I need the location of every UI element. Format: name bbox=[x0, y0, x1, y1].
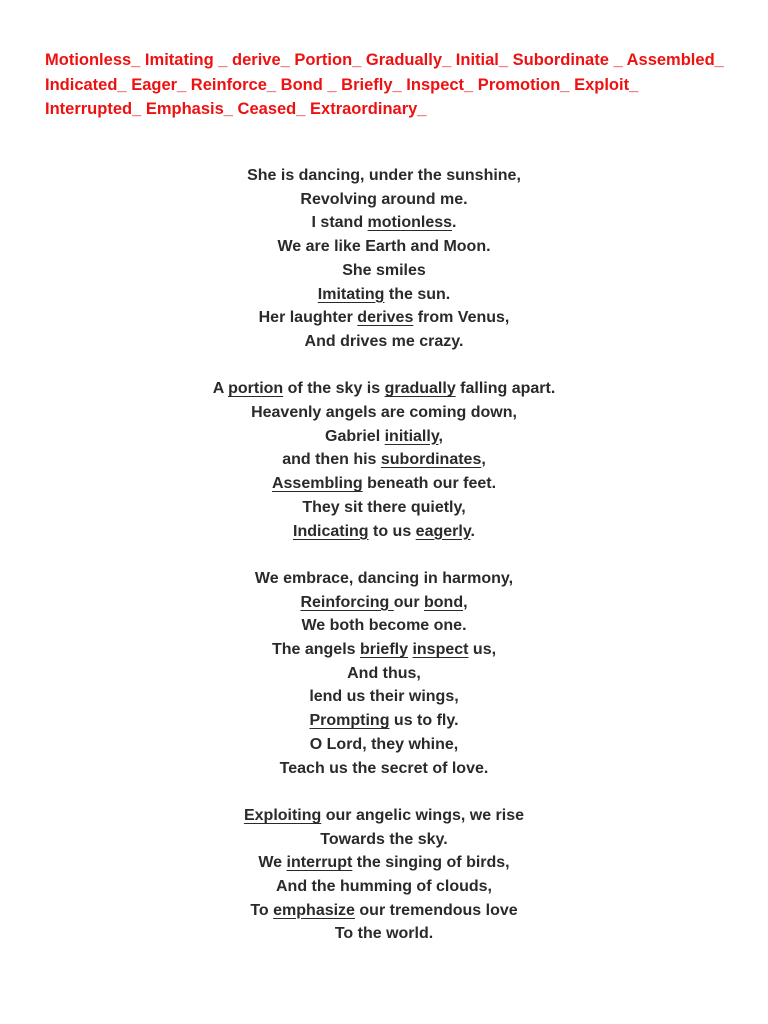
line-text: and then his bbox=[282, 451, 381, 469]
poem-line bbox=[0, 804, 768, 828]
line-text: our angelic wings, we rise bbox=[321, 806, 525, 824]
poem-line bbox=[0, 899, 768, 923]
line-text: us to fly. bbox=[389, 712, 459, 730]
vocabulary-word: Indicating bbox=[293, 522, 369, 540]
line-text: , bbox=[481, 451, 486, 469]
poem-stanza bbox=[0, 377, 768, 543]
line-text: from Venus, bbox=[413, 309, 510, 327]
line-text: , bbox=[463, 593, 468, 611]
vocabulary-word: inspect bbox=[412, 641, 469, 659]
vocabulary-word: Exploiting bbox=[243, 806, 322, 824]
line-text: A bbox=[212, 380, 229, 398]
poem-line bbox=[0, 520, 768, 544]
vocabulary-word: Assembling bbox=[271, 475, 363, 493]
poem-line bbox=[0, 377, 768, 401]
poem-line bbox=[0, 875, 768, 899]
poem-line bbox=[0, 235, 768, 259]
line-text: to us bbox=[368, 522, 416, 540]
poem-line bbox=[0, 211, 768, 235]
line-text: lend us their wings, bbox=[309, 688, 459, 706]
line-text: And the humming of clouds, bbox=[276, 878, 492, 896]
line-text: We bbox=[258, 854, 287, 872]
poem-line bbox=[0, 330, 768, 354]
vocabulary-word-list: Motionless_ Imitating _ derive_ Portion_ Gradually_ Initial_ Subordinate _ Assembled_ Indicated_ Eager_ Reinforce_ Bond _ Briefly_ Inspect_ Promotion_ Exploit_ Interrupted_ Emphasis_ Ceased_ Extraordinary_ bbox=[45, 51, 724, 118]
poem-line bbox=[0, 164, 768, 188]
line-text: To bbox=[250, 901, 274, 919]
poem-line bbox=[0, 591, 768, 615]
line-text: falling apart. bbox=[455, 380, 556, 398]
vocabulary-word: initially bbox=[384, 427, 439, 445]
line-text: us, bbox=[468, 641, 497, 659]
poem-line bbox=[0, 662, 768, 686]
poem-line bbox=[0, 685, 768, 709]
line-text: our tremendous love bbox=[354, 901, 518, 919]
line-text: We are like Earth and Moon. bbox=[277, 238, 491, 256]
vocabulary-word: briefly bbox=[359, 641, 408, 659]
poem-line bbox=[0, 614, 768, 638]
line-text: Her laughter bbox=[258, 309, 358, 327]
line-text: O Lord, they whine, bbox=[309, 735, 459, 753]
poem-line bbox=[0, 828, 768, 852]
line-text: beneath our feet. bbox=[362, 475, 497, 493]
line-text: Heavenly angels are coming down, bbox=[251, 404, 517, 422]
vocabulary-word: gradually bbox=[384, 380, 456, 398]
vocabulary-word: eagerly bbox=[415, 522, 471, 540]
line-text: The angels bbox=[271, 641, 360, 659]
vocabulary-word: bond bbox=[424, 593, 464, 611]
vocabulary-word: interrupt bbox=[286, 854, 353, 872]
poem-line bbox=[0, 922, 768, 946]
line-text: She smiles bbox=[342, 261, 426, 279]
poem-line bbox=[0, 283, 768, 307]
line-text: And thus, bbox=[347, 664, 421, 682]
line-text: the sun. bbox=[384, 285, 451, 303]
line-text: To the world. bbox=[334, 925, 434, 943]
line-text: Revolving around me. bbox=[300, 190, 468, 208]
line-text: Teach us the secret of love. bbox=[279, 759, 489, 777]
vocabulary-word: portion bbox=[228, 380, 284, 398]
vocabulary-word: Imitating bbox=[317, 285, 385, 303]
poem-line bbox=[0, 259, 768, 283]
line-text: . bbox=[452, 214, 457, 232]
line-text: of the sky is bbox=[283, 380, 385, 398]
poem-line bbox=[0, 638, 768, 662]
poem-stanza bbox=[0, 164, 768, 354]
poem-line bbox=[0, 448, 768, 472]
poem-line bbox=[0, 567, 768, 591]
poem-line bbox=[0, 851, 768, 875]
poem-line bbox=[0, 733, 768, 757]
poem-line bbox=[0, 401, 768, 425]
line-text: They sit there quietly, bbox=[302, 498, 466, 516]
poem-line bbox=[0, 709, 768, 733]
poem-stanza bbox=[0, 804, 768, 946]
line-text: our bbox=[393, 593, 424, 611]
poem-line bbox=[0, 425, 768, 449]
vocabulary-word: emphasize bbox=[273, 901, 355, 919]
line-text: Towards the sky. bbox=[320, 830, 448, 848]
vocabulary-word: Reinforcing bbox=[300, 593, 394, 611]
line-text: the singing of birds, bbox=[352, 854, 510, 872]
poem-line bbox=[0, 188, 768, 212]
poem-stanza bbox=[0, 567, 768, 780]
vocabulary-word: derives bbox=[357, 309, 414, 327]
line-text: We both become one. bbox=[301, 617, 467, 635]
line-text: And drives me crazy. bbox=[304, 332, 464, 350]
poem bbox=[0, 164, 768, 970]
poem-line bbox=[0, 306, 768, 330]
vocabulary-word: Prompting bbox=[309, 712, 390, 730]
line-text: I stand bbox=[311, 214, 368, 232]
line-text: . bbox=[470, 522, 475, 540]
vocabulary-word: subordinates bbox=[380, 451, 482, 469]
line-text: Gabriel bbox=[325, 427, 385, 445]
poem-line bbox=[0, 757, 768, 781]
line-text: We embrace, dancing in harmony, bbox=[254, 569, 514, 587]
line-text: , bbox=[438, 427, 443, 445]
poem-line bbox=[0, 472, 768, 496]
line-text: She is dancing, under the sunshine, bbox=[247, 167, 521, 184]
vocabulary-word: motionless bbox=[367, 214, 453, 232]
poem-line bbox=[0, 496, 768, 520]
